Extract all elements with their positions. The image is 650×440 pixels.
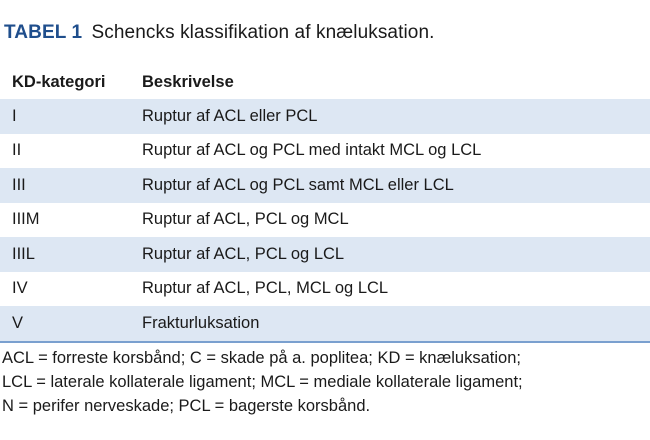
table-row <box>0 203 650 238</box>
table-number: TABEL 1 <box>4 22 83 43</box>
header-kd-category: KD-kategori <box>12 73 106 91</box>
table-row <box>0 99 650 134</box>
header-description: Beskrivelse <box>142 73 234 91</box>
footnote-line: LCL = laterale kollaterale ligament; MCL = mediale kollaterale ligament; <box>2 373 523 391</box>
table-footnote <box>2 346 523 418</box>
description-cell: Ruptur af ACL og PCL samt MCL eller LCL <box>142 175 454 194</box>
kd-category-cell: III <box>12 175 26 194</box>
kd-category-cell: V <box>12 313 24 332</box>
kd-category-cell: IIIM <box>12 210 40 229</box>
description-cell: Ruptur af ACL, PCL og LCL <box>142 244 345 263</box>
description-cell: Frakturluksation <box>142 313 260 332</box>
table-row <box>0 134 650 169</box>
table-title: Schencks klassifikation af knæluksation. <box>91 22 435 43</box>
table-row <box>0 272 650 307</box>
description-cell: Ruptur af ACL, PCL, MCL og LCL <box>142 279 389 298</box>
footnote-line: N = perifer nerveskade; PCL = bagerste korsbånd. <box>2 397 371 415</box>
footnote-line: ACL = forreste korsbånd; C = skade på a. poplitea; KD = knæluksation; <box>2 349 521 367</box>
description-cell: Ruptur af ACL, PCL og MCL <box>142 210 349 229</box>
table-row <box>0 237 650 272</box>
classification-table <box>0 66 650 343</box>
table-header-row <box>0 66 650 99</box>
kd-category-cell: IV <box>12 279 28 298</box>
table-row <box>0 168 650 203</box>
description-cell: Ruptur af ACL eller PCL <box>142 106 318 125</box>
kd-category-cell: I <box>12 106 17 125</box>
kd-category-cell: II <box>12 141 22 160</box>
description-cell: Ruptur af ACL og PCL med intakt MCL og LCL <box>142 141 482 160</box>
kd-category-cell: IIIL <box>12 244 35 263</box>
table-row <box>0 306 650 342</box>
table-caption <box>4 22 435 44</box>
